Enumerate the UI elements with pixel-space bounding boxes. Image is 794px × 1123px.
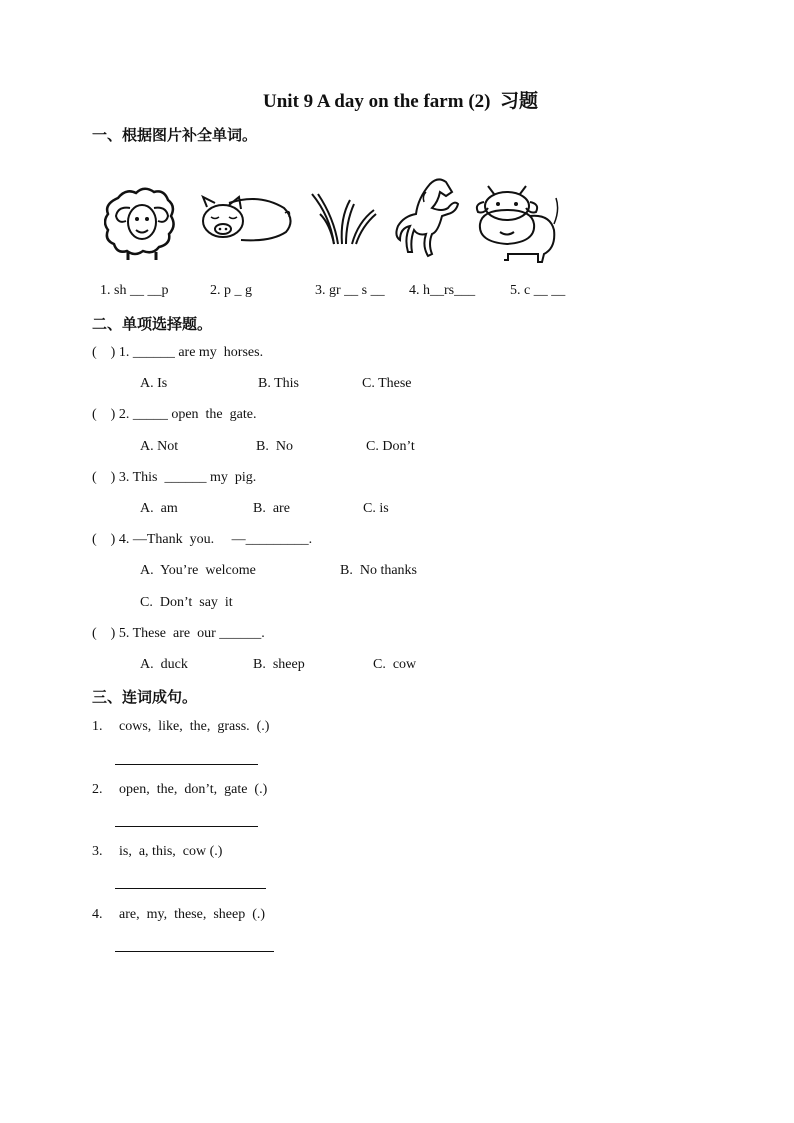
mc-option: C. Don’t [366, 439, 415, 454]
sentence-words: are, my, these, sheep (.) [119, 907, 266, 922]
mc-option: A. You’re welcome [140, 563, 256, 578]
mc-option: B. are [253, 501, 290, 516]
answer-line[interactable] [115, 951, 274, 952]
mc-option: C. cow [373, 657, 417, 672]
mc-option: A. Is [140, 376, 168, 391]
mc-option: B. No thanks [340, 563, 417, 578]
mc-option: C. These [362, 376, 412, 391]
cow-icon [474, 184, 560, 266]
answer-line[interactable] [115, 764, 258, 765]
pig-icon [199, 193, 293, 245]
mc-question-1: ( ) 1. ______ are my horses. [92, 345, 264, 360]
horse-icon [392, 176, 466, 258]
mc-option: B. No [256, 439, 293, 454]
section-3-heading: 三、连词成句。 [92, 688, 198, 706]
word-blank-3: 3. gr __ s __ [315, 283, 385, 298]
sheep-icon [104, 186, 178, 262]
sentence-number: 1. [92, 719, 103, 734]
mc-option: B. This [258, 376, 299, 391]
mc-option: A. am [140, 501, 178, 516]
sentence-number: 3. [92, 844, 103, 859]
sentence-words: open, the, don’t, gate (.) [119, 782, 268, 797]
sentence-number: 4. [92, 907, 103, 922]
mc-option: C. Don’t say it [140, 595, 233, 610]
mc-question-5: ( ) 5. These are our ______. [92, 626, 265, 641]
mc-option: A. duck [140, 657, 188, 672]
grass-icon [308, 190, 378, 246]
mc-question-2: ( ) 2. _____ open the gate. [92, 407, 257, 422]
mc-option: A. Not [140, 439, 179, 454]
word-blank-1: 1. sh __ __p [100, 283, 169, 298]
section-2-heading: 二、单项选择题。 [92, 315, 213, 333]
word-blank-2: 2. p _ g [210, 283, 252, 298]
mc-option: C. is [363, 501, 389, 516]
word-blank-5: 5. c __ __ [510, 283, 566, 298]
sentence-number: 2. [92, 782, 103, 797]
answer-line[interactable] [115, 888, 266, 889]
sentence-words: cows, like, the, grass. (.) [119, 719, 270, 734]
section-1-heading: 一、根据图片补全单词。 [92, 126, 258, 144]
mc-question-4: ( ) 4. —Thank you. —_________. [92, 532, 313, 547]
mc-option: B. sheep [253, 657, 305, 672]
word-blank-4: 4. h__rs___ [409, 283, 476, 298]
answer-line[interactable] [115, 826, 258, 827]
sentence-words: is, a, this, cow (.) [119, 844, 223, 859]
mc-question-3: ( ) 3. This ______ my pig. [92, 470, 257, 485]
page-title: Unit 9 A day on the farm (2) 习题 [263, 91, 538, 112]
